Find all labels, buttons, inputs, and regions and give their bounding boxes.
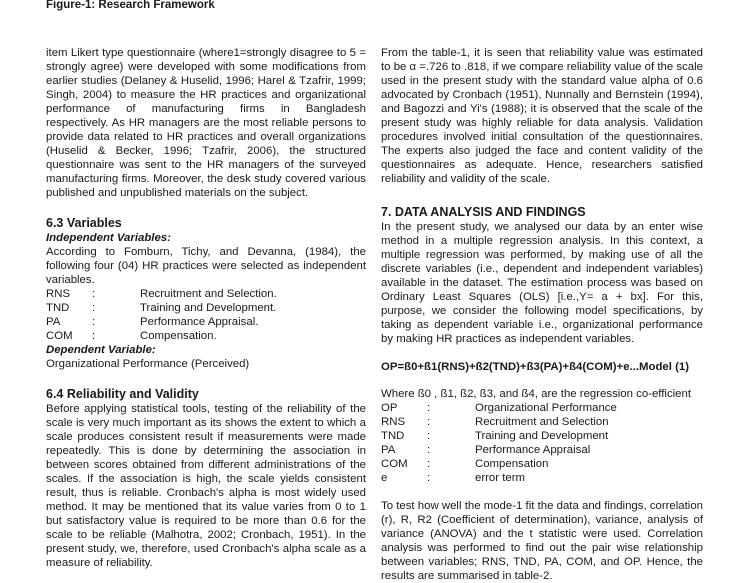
section-7-heading: 7. DATA ANALYSIS AND FINDINGS bbox=[381, 205, 586, 219]
definition-row: COM : Compensation bbox=[381, 458, 549, 470]
methodology-paragraph: item Likert type questionnaire (where1=strongly disagree to 5 = strongly agree) were developed with some modifications from earlier studies (Delaney & Huselid, 1996; Harel & Tzafrir, 1999; Singh, 2004) to measure the HR practices and organizational performance of manufacturing firms in Bangladesh respectively. As HR managers are the most reliable persons to provide data related to HR practices and overall organizations (Huselid & Becker, 1996; Tzafrir, 2006), the structured questionnaire was sent to the HR managers of the surveyed manufacturing firms. Moreover, the desk study covered various published and unpublished materials on the subject. bbox=[46, 47, 366, 199]
figure-caption: Figure-1: Research Framework bbox=[46, 0, 215, 11]
definition-row: OP : Organizational Performance bbox=[381, 402, 617, 414]
dependent-variable-text: Organizational Performance (Perceived) bbox=[46, 358, 250, 370]
variable-row: PA : Performance Appraisal. bbox=[46, 316, 259, 328]
left-column bbox=[46, 46, 366, 570]
reliability-result-paragraph: From the table-1, it is seen that reliability value was estimated to be α =.726 to .818, if we compare reliability value of the scale used in the present study with the standard value alpha of 0.6 advocated by Cronbach (1951), Nunnally and Bernstein (1994), and Bagozzi and Yi's (1988); it is observed that the scale of the present study was highly reliable for data analysis. Validation procedures involved initial consultation of the questionnaires. The experts also judged the face and content validity of the questionnaires as adequate. Hence, researchers satisfied reliability and validity of the scale. bbox=[381, 47, 703, 185]
dependent-variable-heading: Dependent Variable: bbox=[46, 344, 156, 356]
section-6-3-heading: 6.3 Variables bbox=[46, 216, 122, 230]
variable-row: RNS : Recruitment and Selection. bbox=[46, 288, 277, 300]
right-column bbox=[381, 46, 703, 583]
variable-row: TND : Training and Development. bbox=[46, 302, 277, 314]
section-6-4-heading: 6.4 Reliability and Validity bbox=[46, 387, 199, 401]
model-definition-list bbox=[381, 401, 703, 485]
definition-row: RNS : Recruitment and Selection bbox=[381, 416, 609, 428]
independent-variable-list bbox=[46, 287, 366, 343]
definition-row: TND : Training and Development bbox=[381, 430, 609, 442]
definition-row: e : error term bbox=[381, 472, 525, 484]
coefficient-note: Where ß0 , ß1, ß2, ß3, and ß4, are the regression co-efficient bbox=[381, 388, 692, 400]
data-analysis-paragraph: In the present study, we analysed our data by an enter wise method in a multiple regression analysis. In this context, a multiple regression was performed, by making use of all the discrete variables (i.e., dependent and independent variables) available in the dataset. The estimation process was based on Ordinary Least Squares (OLS) [i.e.,Y= a + bx]. For this, purpose, we consider the following model specifications, by taking as dependent variable i.e., organizational performance by making HR practices as independent variables. bbox=[381, 221, 703, 345]
independent-variables-text: According to Fomburn, Tichy, and Devanna, (1984), the following four (04) HR practices were selected as independent variables. bbox=[46, 246, 366, 286]
reliability-paragraph: Before applying statistical tools, testing of the reliability of the scale is very much important as its shows the extent to which a scale produces consistent result if measurements were made repeatedly. This is done by determining the association in between scores obtained from different administrations of the scales. If the association is high, the scale yields consistent result, thus is reliable. Cronbach's alpha is most widely used method. It may be mentioned that its value varies from 0 to 1 but satisfactory value is required to be more than 0.6 for the scale to be reliable (Malhotra, 2002; Cronbach, 1951). In the present study, we, therefore, used Cronbach's alpha scale as a measure of reliability. bbox=[46, 403, 366, 569]
correlation-paragraph: To test how well the mode-1 fit the data and findings, correlation (r), R, R2 (Coefficient of determination), variance, analysis of variance (ANOVA) and the t statistic were used. Correlation analysis was performed to find out the pair wise relationship between variables; RNS, TND, PA, COM, and OP. Hence, the results are summarised in table-2. bbox=[381, 500, 703, 582]
definition-row: PA : Performance Appraisal bbox=[381, 444, 591, 456]
variable-row: COM : Compensation. bbox=[46, 330, 217, 342]
independent-variables-heading: Independent Variables: bbox=[46, 232, 171, 244]
regression-equation: OP=ß0+ß1(RNS)+ß2(TND)+ß3(PA)+ß4(COM)+e...Model (1) bbox=[381, 361, 690, 373]
